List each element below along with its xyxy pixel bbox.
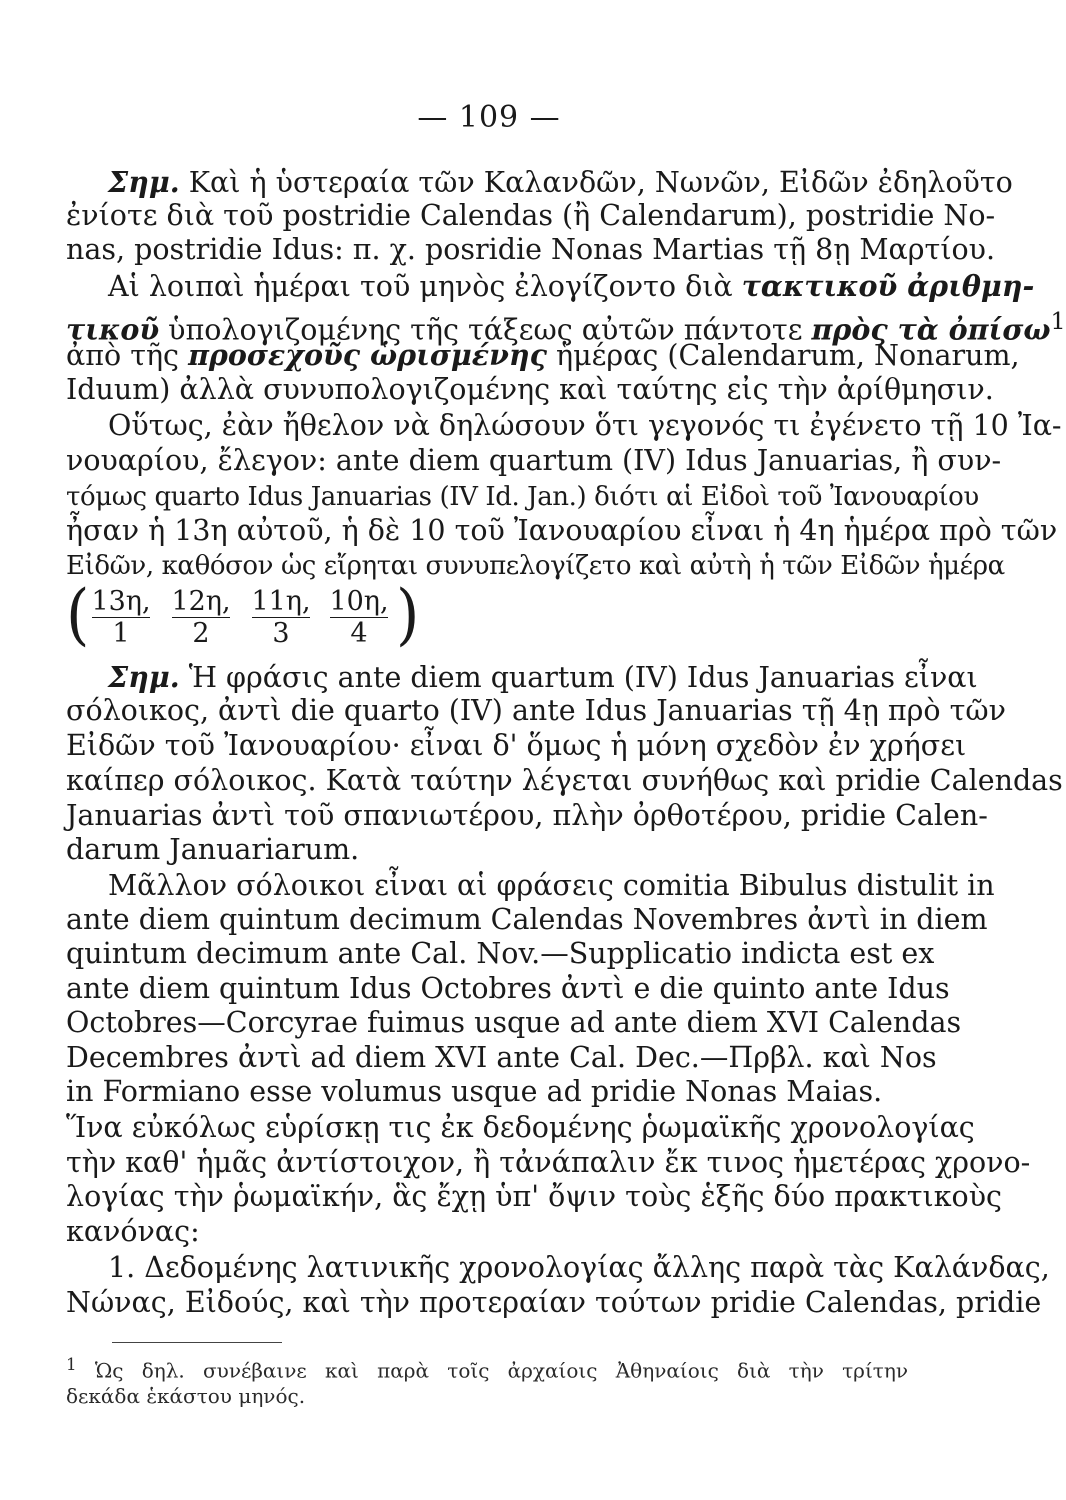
footnote-line: $^1$ Ὡς δηλ. συνέβαινε καὶ παρὰ τοῖς ἀρχαίοις Ἀθηναίοις διὰ τὴν τρίτην [66, 1355, 908, 1383]
text-line: Οὕτως, ἐὰν ἤθελον νὰ δηλώσουν ὅτι γεγονός τι ἐγένετο τῇ 10 Ἰα- [108, 409, 1062, 442]
text-line: nas, postridie Idus: π. χ. posridie Nonas Martias τῇ 8ῃ Μαρτίου. [66, 233, 996, 266]
spaced-term: προσεχοῦς ὡρισμένης [188, 338, 547, 372]
text-line: Αἱ λοιπαὶ ἡμέραι τοῦ μηνὸς ἐλογίζοντο διὰ τακτικοῦ ἀριθμη- [108, 269, 1035, 303]
left-paren: ( [66, 576, 90, 654]
text-line: τικοῦ ὑπολογιζομένης τῆς τάξεως αὐτῶν πάντοτε πρὸς τὰ ὀπίσω$^1$ [66, 307, 1066, 347]
right-paren: ) [396, 576, 420, 654]
footnote-line: δεκάδα ἑκάστου μηνός. [66, 1384, 306, 1408]
spaced-term: τακτικοῦ ἀριθμη- [741, 269, 1035, 303]
text-line: Decembres ἀντὶ ad diem XVI ante Cal. Dec.—Πρβλ. καὶ Nos [66, 1041, 937, 1074]
text-line: Januarias ἀντὶ τοῦ σπανιωτέρου, πλὴν ὀρθοτέρου, pridie Calen- [66, 799, 988, 832]
spaced-term: πρὸς τὰ ὀπίσω [811, 312, 1051, 347]
note-label: Σημ. [108, 165, 180, 199]
text-line: Ἵνα εὐκόλως εὑρίσκῃ τις ἐκ δεδομένης ῥωμαϊκῆς χρονολογίας [66, 1111, 975, 1144]
ratio-fraction: 12η, 2 [171, 586, 231, 649]
footnote-ref: 1 [1050, 307, 1066, 335]
text-line: in Formiano esse volumus usque ad pridie Nonas Maias. [66, 1075, 883, 1108]
footnote-rule [112, 1342, 282, 1343]
text-line: Εἰδῶν, καθόσον ὡς εἴρηται συνυπελογίζετο καὶ αὐτὴ ἡ τῶν Εἰδῶν ἡμέρα [66, 551, 1005, 581]
text-line: ἀπὸ τῆς προσεχοῦς ὡρισμένης ἡμέρας (Calendarum, Nonarum, [66, 338, 1020, 372]
text-line: 1. Δεδομένης λατινικῆς χρονολογίας ἄλλης παρὰ τὰς Καλάνδας, [108, 1251, 1050, 1284]
ratio-fraction: 11η, 3 [251, 586, 311, 649]
text-line: Iduum) ἀλλὰ συνυπολογιζομένης καὶ ταύτης εἰς τὴν ἀρίθμησιν. [66, 373, 994, 406]
note-label: Σημ. [108, 660, 180, 694]
ratio-fraction: 13η, 1 [91, 586, 151, 649]
text-line: quintum decimum ante Cal. Nov.—Supplicatio indicta est ex [66, 937, 935, 970]
text-line: ἐνίοτε διὰ τοῦ postridie Calendas (ἢ Calendarum), postridie No- [66, 199, 996, 232]
text-line: Νώνας, Εἰδούς, καὶ τὴν προτεραίαν τούτων pridie Calendas, pridie [66, 1286, 1042, 1319]
text-line: Σημ. Ἡ φράσις ante diem quartum (IV) Idus Januarias εἶναι [108, 660, 978, 694]
footnote-marker: 1 [66, 1355, 77, 1374]
text-line: κανόνας: [66, 1215, 200, 1248]
text-line: λογίας τὴν ῥωμαϊκήν, ἃς ἔχῃ ὑπ' ὄψιν τοὺς ἑξῆς δύο πρακτικοὺς [66, 1180, 1002, 1213]
text-line: νουαρίου, ἔλεγον: ante diem quartum (IV) Idus Januarias, ἢ συν- [66, 444, 1002, 477]
ratio-notation [66, 576, 486, 666]
text-line: Εἰδῶν τοῦ Ἰανουαρίου· εἶναι δ' ὅμως ἡ μόνη σχεδὸν ἐν χρήσει [66, 729, 967, 762]
spaced-term: τικοῦ [66, 312, 160, 347]
text-line: darum Januariarum. [66, 833, 360, 866]
text-line: ante diem quintum Idus Octobres ἀντὶ e die quinto ante Idus [66, 972, 950, 1005]
text-line: σόλοικος, ἀντὶ die quarto (IV) ante Idus Januarias τῇ 4ῃ πρὸ τῶν [66, 694, 1006, 727]
text-line: τόμως quarto Idus Januarias (IV Id. Jan.) διότι αἱ Εἰδοὶ τοῦ Ἰανουαρίου [66, 482, 979, 512]
text-line: ἦσαν ἡ 13η αὐτοῦ, ἡ δὲ 10 τοῦ Ἰανουαρίου εἶναι ἡ 4η ἡμέρα πρὸ τῶν [66, 514, 1058, 547]
text-line: καίπερ σόλοικος. Κατὰ ταύτην λέγεται συνήθως καὶ pridie Calendas [66, 764, 1063, 797]
ratio-fraction: 10η, 4 [329, 586, 389, 649]
text-line: Octobres—Corcyrae fuimus usque ad ante diem XVI Calendas [66, 1006, 962, 1039]
text-line: Σημ. Καὶ ἡ ὑστεραία τῶν Καλανδῶν, Νωνῶν, Εἰδῶν ἐδηλοῦτο [108, 165, 1013, 199]
text-line: τὴν καθ' ἡμᾶς ἀντίστοιχον, ἢ τἀνάπαλιν ἔκ τινος ἡμετέρας χρονο- [66, 1146, 1031, 1179]
page-number: — 109 — [417, 100, 561, 135]
text-line: Μᾶλλον σόλοικοι εἶναι αἱ φράσεις comitia Bibulus distulit in [108, 869, 995, 902]
text-line: ante diem quintum decimum Calendas Novembres ἀντὶ in diem [66, 903, 988, 936]
